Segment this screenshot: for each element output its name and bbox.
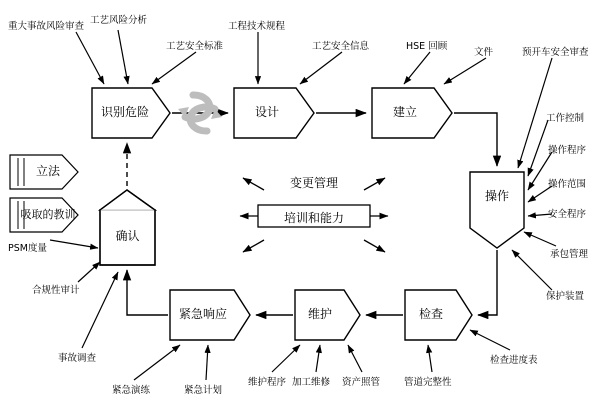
annotation-compliance-audit: 合规性审计 [32, 285, 80, 296]
node-change-management[interactable] [258, 174, 370, 191]
node-identify-hazard[interactable] [92, 101, 158, 125]
node-operate-label: 操作 [484, 189, 509, 204]
annotation-accident-investigation: 事故调查 [58, 353, 97, 364]
annotation-pipeline-integrity: 管道完整性 [404, 377, 452, 388]
node-emergency-response-label: 紧急响应 [178, 307, 227, 322]
annotation-pre-startup-safety-review: 预开车安全审查 [522, 47, 589, 58]
annotation-maintenance-plus: 加工维修 [292, 377, 331, 388]
annotation-protective-device: 保护装置 [546, 291, 585, 302]
node-lessons-learned[interactable] [20, 204, 76, 226]
node-design[interactable] [236, 101, 298, 125]
annotation-safe-procedure: 安全程序 [548, 209, 587, 220]
annotation-process-risk-analysis: 工艺风险分析 [90, 15, 148, 26]
annotation-process-safety-info: 工艺安全信息 [312, 41, 370, 52]
node-operate[interactable] [470, 186, 524, 208]
annotation-operating-procedure: 操作程序 [548, 145, 587, 156]
annotation-process-safety-standard: 工艺安全标准 [166, 41, 224, 52]
node-confirm-label: 确认 [115, 229, 140, 244]
annotation-asset-care: 资产照管 [342, 377, 381, 388]
node-confirm[interactable] [100, 226, 155, 248]
annotation-operating-range: 操作范围 [548, 179, 587, 190]
node-build[interactable] [374, 101, 436, 125]
node-change-management-label: 变更管理 [289, 176, 338, 190]
annotation-inspection-schedule: 检查进度表 [490, 355, 538, 366]
node-maintain[interactable] [295, 304, 345, 326]
annotation-psm-measure: PSM度量 [8, 243, 47, 254]
node-training-competency[interactable] [258, 209, 370, 226]
node-inspect-label: 检查 [418, 307, 443, 322]
node-legislation-label: 立法 [35, 164, 60, 179]
annotation-engineering-tech-spec: 工程技术规程 [228, 21, 286, 32]
node-emergency-response[interactable] [170, 304, 236, 326]
node-training-competency-label: 培训和能力 [283, 211, 344, 225]
annotation-emergency-plan: 紧急计划 [184, 385, 223, 396]
node-build-label: 建立 [392, 105, 417, 120]
node-maintain-label: 维护 [307, 307, 332, 322]
node-identify-hazard-label: 识别危险 [100, 105, 149, 120]
node-inspect[interactable] [405, 304, 457, 326]
annotation-maintenance-procedure: 维护程序 [248, 377, 287, 388]
annotation-major-accident-review: 重大事故风险审查 [8, 21, 85, 32]
annotation-hse-review: HSE 回顾 [406, 41, 448, 52]
node-design-label: 设计 [254, 105, 279, 120]
annotation-contractor-management: 承包管理 [550, 249, 589, 260]
annotation-documents: 文件 [474, 47, 494, 58]
node-lessons-learned-label: 吸取的教训 [20, 207, 76, 221]
annotation-work-control: 工作控制 [546, 113, 585, 124]
node-legislation[interactable] [28, 161, 68, 183]
annotation-emergency-drill: 紧急演练 [112, 385, 151, 396]
